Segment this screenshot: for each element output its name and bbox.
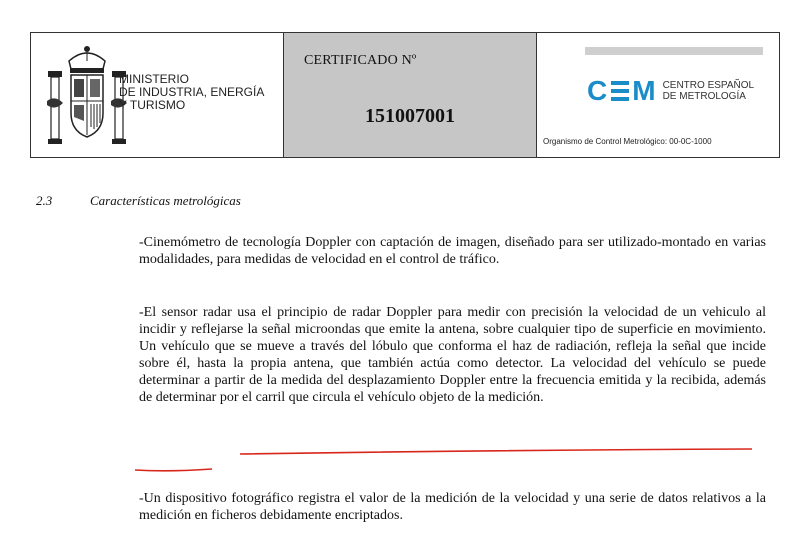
ministry-line-3: Y TURISMO <box>119 98 186 112</box>
center-name-line-2: DE METROLOGÍA <box>662 91 746 102</box>
spanish-coat-of-arms-icon <box>43 41 131 151</box>
certificate-header <box>30 32 780 158</box>
paragraph-2 <box>139 304 766 406</box>
section-number: 2.3 <box>36 193 53 208</box>
paragraph-3: -Un dispositivo fotográfico registra el valor de la medición de la velocidad y una serie de datos relativos a la medición en ficheros debidamente encriptados. <box>139 491 766 523</box>
section-title: Características metrológicas <box>90 193 241 208</box>
cem-logo-icon: C M <box>587 75 657 106</box>
center-name-line-1: CENTRO ESPAÑOL <box>662 80 755 91</box>
organismo-control: Organismo de Control Metrológico: 00-0C-1000 <box>543 137 712 146</box>
ministry-line-2: DE INDUSTRIA, ENERGÍA <box>119 85 265 99</box>
cem-cell <box>537 33 779 157</box>
underline-stroke-2 <box>135 469 212 471</box>
certificate-number-cell <box>284 33 537 157</box>
certificate-label: CERTIFICADO Nº <box>304 53 417 68</box>
section-heading <box>36 193 241 209</box>
cem-e-bars-icon <box>611 81 629 101</box>
certificate-number: 151007001 <box>365 105 455 127</box>
paragraph-1: -Cinemómetro de tecnología Doppler con captación de imagen, diseñado para ser utilizado-montado en varias modalidades, para medidas de velocidad en el control de tráfico. <box>139 235 766 267</box>
underline-stroke-1 <box>240 449 752 454</box>
ministry-line-1: MINISTERIO <box>119 72 190 86</box>
paragraph-2-highlighted-text: además de determinar por el carril que circula el vehículo objeto de la medición. <box>139 373 766 405</box>
ministry-cell <box>31 33 284 157</box>
ministry-name <box>119 73 264 112</box>
cem-logo <box>587 75 754 107</box>
paragraph-2-text: -El sensor radar usa el principio de radar Doppler para medir con precisión la velocidad de un vehiculo al incidir y reflejarse la señal microondas que emite la antena, sobre cualquier tipo de superficie en movimiento. Un vehículo que se mueve a través del lóbulo que conforma el haz de radiación, refleja la señal que incide sobre él, hasta la propia antena, que también actúa como detector. La velocidad del vehículo se puede determinar a partir de la medida del desplazamiento Doppler entre la frecuencia emitida y la recibida, <box>139 305 766 388</box>
grey-bar-decoration <box>585 47 763 55</box>
cem-center-name <box>663 80 755 102</box>
